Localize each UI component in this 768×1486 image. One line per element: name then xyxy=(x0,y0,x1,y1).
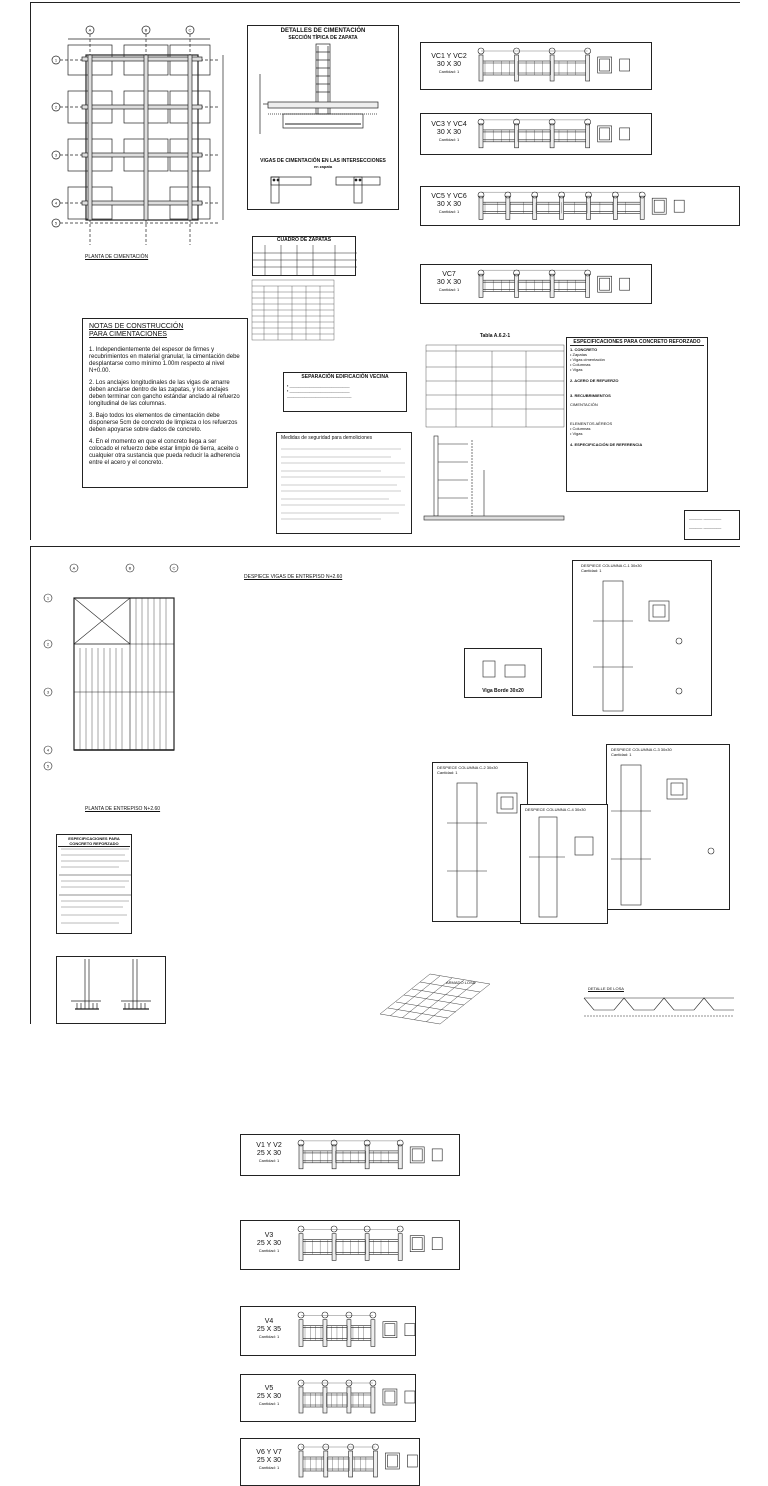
foundation-plan xyxy=(48,25,238,260)
beam-name: V1 Y V2 xyxy=(256,1142,282,1149)
spec-vigas-aereas: Vigas xyxy=(572,431,583,436)
detail-subtitle: SECCIÓN TÍPICA DE ZAPATA xyxy=(288,35,358,41)
spec-acero: 2. ACERO DE REFUERZO xyxy=(570,378,619,383)
beam-size: 25 X 30 xyxy=(256,1457,282,1464)
svg-text:A: A xyxy=(72,565,76,571)
specs-small-box xyxy=(56,834,132,934)
beam-elevation xyxy=(477,47,649,87)
sheet2-beam-3 xyxy=(240,1306,416,1356)
beam-qty: Cantidad: 1 xyxy=(438,69,460,74)
armado-caption: ARMADO LOSA xyxy=(446,980,476,985)
beam-qty: Cantidad: 1 xyxy=(438,137,460,142)
tabla-a-caption: Tabla A.6.2-1 xyxy=(479,333,511,339)
spec-elem-label: ELEMENTOS AÉREOS xyxy=(570,421,613,426)
beam-size: 30 X 30 xyxy=(436,201,462,208)
column-c3 xyxy=(606,744,730,910)
slab-mesh xyxy=(370,964,500,1024)
beam-size: 25 X 30 xyxy=(256,1240,282,1247)
beam-size: 30 X 30 xyxy=(436,61,462,68)
viga-borde-box xyxy=(464,648,542,698)
stamp-box: ______ ________ ______ ________ xyxy=(684,510,740,540)
cuadro-zapatas xyxy=(252,236,356,276)
specs-title: ESPECIFICACIONES PARA CONCRETO REFORZADO xyxy=(570,339,704,346)
small-table xyxy=(252,280,334,340)
notes-title: NOTAS DE CONSTRUCCIÓN PARA CIMENTACIONES xyxy=(89,323,184,338)
sheet-border-left xyxy=(30,2,31,540)
sheet-2 xyxy=(0,544,768,1470)
note-1: 1. Independientemente del espesor de firmes y recubrimientos en material granular, la cimentación debe desplantarse como mínimo 1.00m respecto al nivel N+0.00. xyxy=(89,347,240,374)
spec-vigas-cim: Vigas cimentación xyxy=(572,357,605,362)
col4-title: DESPIECE COLUMNA C-4 30x30 xyxy=(525,807,586,812)
beam-size: 25 X 30 xyxy=(256,1150,282,1157)
beam-elevation xyxy=(477,191,737,223)
separacion-box: SEPARACIÓN EDIFICACIÓN VECINA ▪ ___________________________ ▪ ___________________________ _____________________________ xyxy=(283,372,407,412)
entrepiso-plan xyxy=(44,564,194,794)
beam-elevation xyxy=(477,269,649,301)
spec-zapatas: Zapatas xyxy=(572,352,587,357)
zapata-section xyxy=(258,44,388,144)
beam-qty: Cantidad: 1 xyxy=(438,209,460,214)
svg-text:5: 5 xyxy=(54,220,58,226)
losa-detail xyxy=(584,990,734,1024)
spec-cim-label: CIMENTACIÓN xyxy=(570,402,598,407)
column-c1 xyxy=(572,560,712,716)
sheet-border-top xyxy=(30,2,740,3)
detail-box xyxy=(247,25,399,210)
intersection-details xyxy=(266,172,386,208)
vigas-subtitle: en zapata xyxy=(313,164,333,169)
beam-qty: Cantidad: 1 xyxy=(258,1334,280,1339)
plan2-caption: PLANTA DE ENTREPISO N+2.60 xyxy=(85,806,161,812)
svg-text:2: 2 xyxy=(54,104,58,110)
sheet2-beam-1 xyxy=(240,1134,460,1176)
axis-B-label: B xyxy=(144,27,148,33)
beam-qty: Cantidad: 1 xyxy=(258,1248,280,1253)
svg-text:C: C xyxy=(172,565,176,571)
column-c2 xyxy=(432,762,528,922)
beam-name: V5 xyxy=(264,1385,274,1392)
beam-elevation xyxy=(297,1379,413,1419)
sheet2-border-top xyxy=(30,546,740,547)
beam-size: 30 X 30 xyxy=(436,129,462,136)
beam-name: VC1 Y VC2 xyxy=(431,53,467,60)
sheet-1 xyxy=(0,0,768,540)
beam-elevation xyxy=(477,118,649,152)
notes-box xyxy=(82,318,248,488)
detail-title: DETALLES DE CIMENTACIÓN xyxy=(280,28,366,34)
note-4: 4. En el momento en que el concreto llega a ser colocado el refuerzo debe estar limpio de tierra, aceite o cualquier otra sustancia que pueda reducir la adherencia entre el acero y el concreto. xyxy=(89,439,241,466)
col1-qty: Cantidad: 1 xyxy=(581,568,602,573)
beam-name: V4 xyxy=(264,1318,274,1325)
vigas-title: VIGAS DE CIMENTACIÓN EN LAS INTERSECCIONES xyxy=(260,158,386,164)
beam-qty: Cantidad: 1 xyxy=(438,287,460,292)
col2-title: DESPIECE COLUMNA C-2 30x30 xyxy=(437,765,498,770)
vigas2-caption: DESPIECE VIGAS DE ENTREPISO N+2.60 xyxy=(244,574,343,580)
axis-A-label: A xyxy=(88,27,92,33)
svg-text:5: 5 xyxy=(46,763,50,769)
beam-name: VC3 Y VC4 xyxy=(431,121,467,128)
note-3: 3. Bajo todos los elementos de cimentación debe disponerse 5cm de concreto de limpieza o los refuerzos deben apoyarse sobre dados de concreto. xyxy=(89,413,238,433)
viga-borde-label: Viga Borde 30x20 xyxy=(482,688,524,694)
beam-qty: Cantidad: 1 xyxy=(258,1465,280,1470)
beam-elevation xyxy=(297,1139,457,1173)
col3-title: DESPIECE COLUMNA C-3 30x30 xyxy=(611,747,672,752)
sheet2-border-left xyxy=(30,546,31,1024)
col1-title: DESPIECE COLUMNA C-1 30x30 xyxy=(581,563,642,568)
spec-recub: 3. RECUBRIMIENTOS xyxy=(570,393,611,398)
svg-text:4: 4 xyxy=(54,200,58,206)
beam-elevation xyxy=(297,1443,417,1483)
separation-diagram xyxy=(424,430,564,530)
beam-elevation xyxy=(297,1311,413,1353)
svg-text:1: 1 xyxy=(46,595,50,601)
sheet1-beam-3 xyxy=(420,186,740,226)
spec-concreto: 1. CONCRETO xyxy=(570,347,598,352)
svg-text:B: B xyxy=(128,565,132,571)
beam-name: V6 Y V7 xyxy=(256,1449,282,1456)
svg-text:3: 3 xyxy=(54,152,58,158)
column-c4 xyxy=(520,804,608,924)
svg-text:2: 2 xyxy=(46,641,50,647)
beam-name: VC7 xyxy=(442,271,456,278)
note-2: 2. Los anclajes longitudinales de las vigas de amarre deben anclarse dentro de las zapatas, y los anclajes deben terminar con gancho estándar anclado al refuerzo longitudinal de las columnas. xyxy=(89,380,240,407)
sheet1-beam-4 xyxy=(420,264,652,304)
beam-name: VC5 Y VC6 xyxy=(431,193,467,200)
svg-text:4: 4 xyxy=(46,747,50,753)
beam-size: 25 X 30 xyxy=(256,1393,282,1400)
spec-columnas: Columnas xyxy=(572,362,591,367)
medidas-title: Medidas de seguridad para demoliciones xyxy=(281,435,373,441)
spec-ref: 4. ESPECIFICACIÓN DE REFERENCIA xyxy=(570,442,643,447)
sheet2-beam-4 xyxy=(240,1374,416,1422)
medidas-box xyxy=(276,432,412,534)
beam-size: 30 X 30 xyxy=(436,279,462,286)
col2-qty: Cantidad: 1 xyxy=(437,770,458,775)
losa-caption: DETALLE DE LOSA xyxy=(588,986,624,991)
beam-elevation xyxy=(297,1225,457,1267)
tabla-a xyxy=(426,345,564,427)
beam-name: V3 xyxy=(264,1232,274,1239)
plan-caption: PLANTA DE CIMENTACIÓN xyxy=(85,254,149,260)
col3-qty: Cantidad: 1 xyxy=(611,752,632,757)
spec-vigas: Vigas xyxy=(572,367,583,372)
beam-qty: Cantidad: 1 xyxy=(258,1158,280,1163)
specs-small-title: ESPECIFICACIONES PARA CONCRETO REFORZADO xyxy=(58,836,130,847)
column-base-detail xyxy=(56,956,166,1024)
sheet2-beam-2 xyxy=(240,1220,460,1270)
sheet2-beam-5 xyxy=(240,1438,420,1486)
svg-text:1: 1 xyxy=(54,57,58,63)
spec-col-aereas: Columnas xyxy=(572,426,591,431)
specs-box: ESPECIFICACIONES PARA CONCRETO REFORZADO 1. CONCRETO • Zapatas • Vigas cimentación • Columnas • Vigas 2. ACERO DE REFUERZO 3. RECUBRIMIENTOS CIMENTACIÓN ELEMENTOS AÉREOS • Columnas • Vigas 4. ESPECIFICACIÓN DE REFERENCIA xyxy=(566,337,708,492)
beam-size: 25 X 35 xyxy=(256,1326,282,1333)
axis-C-label: C xyxy=(188,27,192,33)
sheet1-beam-1 xyxy=(420,42,652,90)
sheet1-beam-2 xyxy=(420,113,652,155)
separacion-title: SEPARACIÓN EDIFICACIÓN VECINA xyxy=(301,374,389,380)
svg-text:3: 3 xyxy=(46,689,50,695)
beam-qty: Cantidad: 1 xyxy=(258,1401,280,1406)
cuadro-title: CUADRO DE ZAPATAS xyxy=(276,237,332,243)
